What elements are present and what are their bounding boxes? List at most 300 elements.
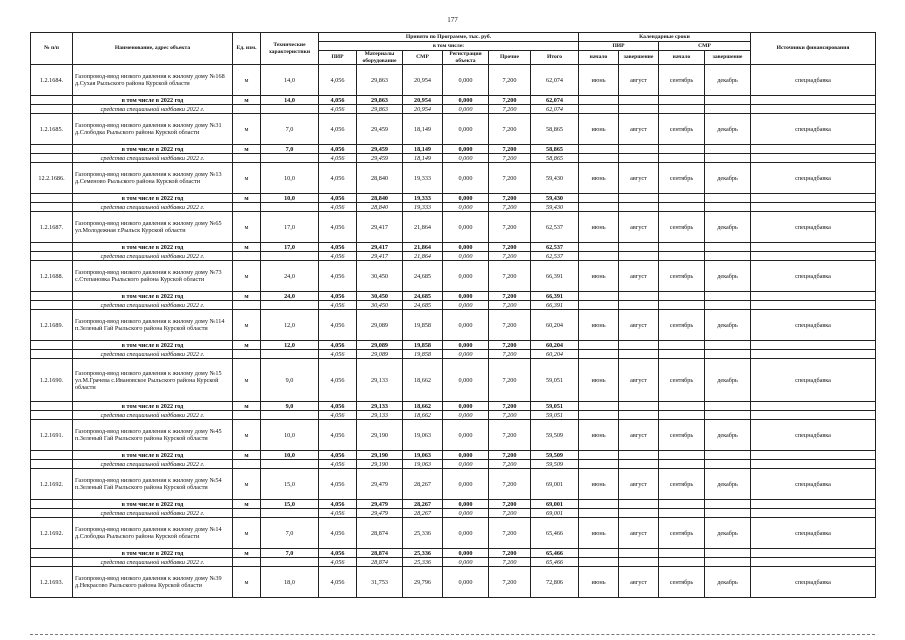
row-smr-end: декабрь	[705, 114, 751, 145]
row-total: 59,430	[531, 163, 579, 194]
sub-smr: 18,662	[403, 402, 443, 411]
spec-empty	[619, 203, 659, 212]
row-smr-start: сентябрь	[659, 469, 705, 500]
sub-empty	[31, 500, 73, 509]
subtotal-row	[31, 402, 876, 411]
sub-reg: 0,000	[443, 451, 489, 460]
sub-empty	[659, 292, 705, 301]
row-pir: 4,056	[319, 359, 357, 402]
row-smr-end: декабрь	[705, 163, 751, 194]
sub-empty	[659, 341, 705, 350]
sub-empty	[751, 500, 876, 509]
sub-tech: 9,0	[261, 402, 319, 411]
spec-empty	[705, 509, 751, 518]
row-unit: м	[233, 163, 261, 194]
row-pir-end: август	[619, 567, 659, 598]
sub-empty	[579, 194, 619, 203]
row-mat: 31,753	[357, 567, 403, 598]
row-other: 7,200	[489, 114, 531, 145]
spec-total: 65,466	[531, 558, 579, 567]
sub-pir: 4,056	[319, 145, 357, 154]
sub-smr: 18,149	[403, 145, 443, 154]
sub-empty	[579, 500, 619, 509]
sub-other: 7,200	[489, 402, 531, 411]
row-reg: 0,000	[443, 65, 489, 96]
table-row	[31, 518, 876, 549]
row-smr-end: декабрь	[705, 310, 751, 341]
spec-empty	[705, 411, 751, 420]
sub-empty	[619, 243, 659, 252]
row-pir-end: август	[619, 420, 659, 451]
row-total: 62,074	[531, 65, 579, 96]
row-mat: 28,840	[357, 163, 403, 194]
header-calendar: Календарные сроки	[579, 33, 751, 42]
spec-empty	[579, 301, 619, 310]
spec-empty	[659, 301, 705, 310]
spec-other: 7,200	[489, 460, 531, 469]
spec-label: средства специальной надбавки 2022 г.	[73, 558, 233, 567]
spec-empty	[751, 252, 876, 261]
sub-label: в том числе в 2022 год	[73, 145, 233, 154]
spec-mat: 29,479	[357, 509, 403, 518]
sub-pir: 4,056	[319, 549, 357, 558]
row-num: 1.2.1691.	[31, 420, 73, 451]
sub-smr: 24,685	[403, 292, 443, 301]
row-reg: 0,000	[443, 567, 489, 598]
row-mat: 29,190	[357, 420, 403, 451]
sub-empty	[619, 194, 659, 203]
spec-total: 59,509	[531, 460, 579, 469]
sub-empty	[31, 402, 73, 411]
sub-label: в том числе в 2022 год	[73, 96, 233, 105]
row-tech: 9,0	[261, 359, 319, 402]
row-total: 59,509	[531, 420, 579, 451]
sub-smr: 19,858	[403, 341, 443, 350]
header-incl: в том числе:	[319, 42, 579, 51]
spec-label: средства специальной надбавки 2022 г.	[73, 105, 233, 114]
spec-empty	[659, 460, 705, 469]
row-pir-end: август	[619, 114, 659, 145]
header-cal-pir: ПИР	[579, 42, 659, 51]
row-smr: 19,333	[403, 163, 443, 194]
subtotal-row	[31, 194, 876, 203]
table-row	[31, 359, 876, 402]
row-pir-start: июнь	[579, 420, 619, 451]
sub-empty	[31, 96, 73, 105]
spec-empty	[659, 154, 705, 163]
spec-empty	[31, 301, 73, 310]
sub-empty	[579, 145, 619, 154]
sub-total: 69,001	[531, 500, 579, 509]
spec-total: 58,865	[531, 154, 579, 163]
subtotal-row	[31, 145, 876, 154]
spec-mat: 29,863	[357, 105, 403, 114]
table-row	[31, 567, 876, 598]
sub-empty	[751, 402, 876, 411]
spec-pir: 4,056	[319, 460, 357, 469]
sub-empty	[751, 341, 876, 350]
row-tech: 10,0	[261, 420, 319, 451]
spec-empty	[619, 460, 659, 469]
spec-reg: 0,000	[443, 509, 489, 518]
spec-label: средства специальной надбавки 2022 г.	[73, 301, 233, 310]
sub-reg: 0,000	[443, 194, 489, 203]
spec-empty	[261, 301, 319, 310]
spec-smr: 19,333	[403, 203, 443, 212]
row-num: 1.2.1685.	[31, 114, 73, 145]
sub-smr: 28,267	[403, 500, 443, 509]
sub-total: 59,051	[531, 402, 579, 411]
row-smr-end: декабрь	[705, 420, 751, 451]
special-allowance-row	[31, 460, 876, 469]
sub-total: 62,537	[531, 243, 579, 252]
row-smr-start: сентябрь	[659, 261, 705, 292]
spec-empty	[751, 558, 876, 567]
sub-smr: 20,954	[403, 96, 443, 105]
sub-tech: 15,0	[261, 500, 319, 509]
special-allowance-row	[31, 509, 876, 518]
spec-empty	[659, 252, 705, 261]
spec-empty	[233, 558, 261, 567]
spec-total: 62,537	[531, 252, 579, 261]
sub-tech: 12,0	[261, 341, 319, 350]
sub-label: в том числе в 2022 год	[73, 549, 233, 558]
sub-total: 65,466	[531, 549, 579, 558]
row-num: 1.2.1688.	[31, 261, 73, 292]
row-reg: 0,000	[443, 359, 489, 402]
spec-label: средства специальной надбавки 2022 г.	[73, 411, 233, 420]
row-source: спецнадбавка	[751, 469, 876, 500]
sub-mat: 29,089	[357, 341, 403, 350]
row-source: спецнадбавка	[751, 518, 876, 549]
spec-total: 59,430	[531, 203, 579, 212]
sub-other: 7,200	[489, 549, 531, 558]
sub-empty	[751, 194, 876, 203]
spec-empty	[619, 252, 659, 261]
header-pir-start: начало	[579, 51, 619, 65]
row-smr-start: сентябрь	[659, 567, 705, 598]
spec-other: 7,200	[489, 252, 531, 261]
spec-smr: 18,149	[403, 154, 443, 163]
row-name: Газопровод-ввод низкого давления к жилому дому №15 ул.М.Грачева с.Ивановское Рыльского района Курской области	[73, 359, 233, 402]
sub-reg: 0,000	[443, 549, 489, 558]
row-smr: 24,685	[403, 261, 443, 292]
spec-empty	[619, 154, 659, 163]
row-mat: 29,863	[357, 65, 403, 96]
row-smr-end: декабрь	[705, 567, 751, 598]
spec-empty	[261, 154, 319, 163]
spec-reg: 0,000	[443, 252, 489, 261]
row-name: Газопровод-ввод низкого давления к жилому дому №14 д.Слободка Рыльского района Курской области	[73, 518, 233, 549]
spec-empty	[31, 154, 73, 163]
sub-pir: 4,056	[319, 243, 357, 252]
sub-empty	[659, 194, 705, 203]
row-tech: 7,0	[261, 114, 319, 145]
sub-empty	[579, 549, 619, 558]
row-other: 7,200	[489, 261, 531, 292]
header-smr-end: завершение	[705, 51, 751, 65]
row-name: Газопровод-ввод низкого давления к жилому дому №45 п.Зеленый Гай Рыльского района Курской области	[73, 420, 233, 451]
sub-empty	[31, 549, 73, 558]
row-smr: 18,662	[403, 359, 443, 402]
sub-mat: 29,479	[357, 500, 403, 509]
spec-empty	[619, 411, 659, 420]
spec-mat: 30,450	[357, 301, 403, 310]
row-pir-start: июнь	[579, 114, 619, 145]
spec-label: средства специальной надбавки 2022 г.	[73, 154, 233, 163]
spec-label: средства специальной надбавки 2022 г.	[73, 460, 233, 469]
spec-reg: 0,000	[443, 154, 489, 163]
spec-empty	[233, 154, 261, 163]
row-smr-end: декабрь	[705, 518, 751, 549]
header-pir-end: завершение	[619, 51, 659, 65]
table-row	[31, 114, 876, 145]
row-smr: 20,954	[403, 65, 443, 96]
spec-empty	[751, 460, 876, 469]
sub-empty	[31, 243, 73, 252]
sub-total: 59,509	[531, 451, 579, 460]
sub-empty	[705, 96, 751, 105]
row-num: 1.2.1690.	[31, 359, 73, 402]
row-pir-start: июнь	[579, 359, 619, 402]
row-pir-start: июнь	[579, 567, 619, 598]
row-tech: 15,0	[261, 469, 319, 500]
row-pir-end: август	[619, 163, 659, 194]
spec-pir: 4,056	[319, 350, 357, 359]
sub-mat: 28,840	[357, 194, 403, 203]
spec-empty	[233, 105, 261, 114]
row-other: 7,200	[489, 518, 531, 549]
sub-empty	[619, 549, 659, 558]
sub-empty	[659, 500, 705, 509]
row-smr-start: сентябрь	[659, 65, 705, 96]
row-smr: 21,864	[403, 212, 443, 243]
spec-label: средства специальной надбавки 2022 г.	[73, 509, 233, 518]
sub-empty	[619, 341, 659, 350]
spec-reg: 0,000	[443, 411, 489, 420]
spec-empty	[31, 509, 73, 518]
row-pir-end: август	[619, 261, 659, 292]
row-pir-start: июнь	[579, 212, 619, 243]
sub-pir: 4,056	[319, 451, 357, 460]
spec-empty	[619, 301, 659, 310]
sub-total: 58,865	[531, 145, 579, 154]
row-total: 69,001	[531, 469, 579, 500]
sub-empty	[751, 96, 876, 105]
spec-empty	[751, 203, 876, 212]
header-accepted: Принято по Программе, тыс. руб.	[319, 33, 579, 42]
spec-pir: 4,056	[319, 509, 357, 518]
sub-empty	[31, 194, 73, 203]
sub-reg: 0,000	[443, 96, 489, 105]
header-smr: СМР	[403, 51, 443, 65]
row-name: Газопровод-ввод низкого давления к жилому дому №65 ул.Молодежная г.Рыльск Курской области	[73, 212, 233, 243]
special-allowance-row	[31, 301, 876, 310]
special-allowance-row	[31, 154, 876, 163]
header-sources: Источники финансирования	[751, 33, 876, 65]
spec-mat: 28,840	[357, 203, 403, 212]
row-mat: 29,417	[357, 212, 403, 243]
sub-empty	[579, 451, 619, 460]
row-other: 7,200	[489, 212, 531, 243]
spec-total: 69,001	[531, 509, 579, 518]
special-allowance-row	[31, 252, 876, 261]
row-unit: м	[233, 420, 261, 451]
sub-total: 66,391	[531, 292, 579, 301]
row-name: Газопровод-ввод низкого давления к жилому дому №54 п.Зеленый Гай Рыльского района Курской области	[73, 469, 233, 500]
sub-unit: м	[233, 402, 261, 411]
sub-reg: 0,000	[443, 341, 489, 350]
spec-empty	[751, 105, 876, 114]
spec-reg: 0,000	[443, 558, 489, 567]
spec-empty	[31, 350, 73, 359]
row-smr-end: декабрь	[705, 261, 751, 292]
table-row	[31, 469, 876, 500]
row-pir: 4,056	[319, 163, 357, 194]
row-source: спецнадбавка	[751, 359, 876, 402]
sub-empty	[705, 451, 751, 460]
sub-other: 7,200	[489, 145, 531, 154]
sub-empty	[751, 549, 876, 558]
row-reg: 0,000	[443, 518, 489, 549]
row-other: 7,200	[489, 359, 531, 402]
row-num: 12.2.1686.	[31, 163, 73, 194]
sub-pir: 4,056	[319, 292, 357, 301]
spec-pir: 4,056	[319, 252, 357, 261]
spec-empty	[31, 203, 73, 212]
sub-empty	[31, 145, 73, 154]
spec-empty	[659, 558, 705, 567]
sub-unit: м	[233, 341, 261, 350]
row-pir: 4,056	[319, 518, 357, 549]
spec-empty	[31, 411, 73, 420]
row-source: спецнадбавка	[751, 114, 876, 145]
row-unit: м	[233, 114, 261, 145]
spec-other: 7,200	[489, 411, 531, 420]
header-cal-smr: СМР	[659, 42, 751, 51]
spec-smr: 28,267	[403, 509, 443, 518]
spec-empty	[619, 558, 659, 567]
row-source: спецнадбавка	[751, 212, 876, 243]
row-pir-end: август	[619, 359, 659, 402]
sub-empty	[751, 145, 876, 154]
sub-empty	[705, 194, 751, 203]
sub-empty	[579, 341, 619, 350]
sub-other: 7,200	[489, 341, 531, 350]
spec-empty	[659, 105, 705, 114]
row-reg: 0,000	[443, 469, 489, 500]
row-pir-start: июнь	[579, 65, 619, 96]
spec-other: 7,200	[489, 154, 531, 163]
sub-pir: 4,056	[319, 341, 357, 350]
table-row	[31, 261, 876, 292]
sub-empty	[619, 96, 659, 105]
row-reg: 0,000	[443, 212, 489, 243]
row-smr-end: декабрь	[705, 359, 751, 402]
sub-mat: 29,133	[357, 402, 403, 411]
spec-pir: 4,056	[319, 154, 357, 163]
sub-unit: м	[233, 500, 261, 509]
spec-smr: 24,685	[403, 301, 443, 310]
row-pir-end: август	[619, 65, 659, 96]
sub-mat: 28,874	[357, 549, 403, 558]
sub-tech: 7,0	[261, 549, 319, 558]
header-materials: Материалы оборудование	[357, 51, 403, 65]
sub-label: в том числе в 2022 год	[73, 500, 233, 509]
sub-unit: м	[233, 194, 261, 203]
special-allowance-row	[31, 350, 876, 359]
row-other: 7,200	[489, 163, 531, 194]
row-pir-start: июнь	[579, 518, 619, 549]
row-total: 62,537	[531, 212, 579, 243]
sub-empty	[619, 145, 659, 154]
spec-empty	[579, 203, 619, 212]
spec-smr: 25,336	[403, 558, 443, 567]
header-other: Прочие	[489, 51, 531, 65]
row-num: 1.2.1684.	[31, 65, 73, 96]
sub-label: в том числе в 2022 год	[73, 341, 233, 350]
sub-reg: 0,000	[443, 292, 489, 301]
spec-pir: 4,056	[319, 301, 357, 310]
spec-empty	[659, 411, 705, 420]
row-smr: 25,336	[403, 518, 443, 549]
row-mat: 29,133	[357, 359, 403, 402]
sub-empty	[619, 451, 659, 460]
sub-tech: 10,0	[261, 451, 319, 460]
spec-pir: 4,056	[319, 105, 357, 114]
page-bottom-divider	[30, 634, 875, 635]
row-pir: 4,056	[319, 567, 357, 598]
sub-empty	[705, 549, 751, 558]
spec-empty	[705, 350, 751, 359]
spec-label: средства специальной надбавки 2022 г.	[73, 203, 233, 212]
sub-total: 62,074	[531, 96, 579, 105]
row-smr-end: декабрь	[705, 65, 751, 96]
spec-total: 62,074	[531, 105, 579, 114]
spec-other: 7,200	[489, 350, 531, 359]
row-name: Газопровод-ввод низкого давления к жилому дому №73 с.Степановка Рыльского района Курской области	[73, 261, 233, 292]
sub-unit: м	[233, 243, 261, 252]
sub-reg: 0,000	[443, 500, 489, 509]
spec-label: средства специальной надбавки 2022 г.	[73, 350, 233, 359]
row-num: 1.2.1693.	[31, 567, 73, 598]
spec-empty	[261, 203, 319, 212]
table-header	[31, 33, 876, 65]
sub-empty	[659, 243, 705, 252]
sub-other: 7,200	[489, 500, 531, 509]
row-source: спецнадбавка	[751, 567, 876, 598]
spec-empty	[579, 460, 619, 469]
row-pir: 4,056	[319, 310, 357, 341]
sub-label: в том числе в 2022 год	[73, 243, 233, 252]
sub-unit: м	[233, 145, 261, 154]
sub-unit: м	[233, 451, 261, 460]
row-tech: 10,0	[261, 163, 319, 194]
sub-smr: 25,336	[403, 549, 443, 558]
sub-total: 59,430	[531, 194, 579, 203]
sub-empty	[751, 243, 876, 252]
row-source: спецнадбавка	[751, 261, 876, 292]
spec-empty	[705, 460, 751, 469]
header-num: № п/п	[31, 33, 73, 65]
spec-smr: 18,662	[403, 411, 443, 420]
row-smr-start: сентябрь	[659, 359, 705, 402]
table-row	[31, 212, 876, 243]
row-mat: 30,450	[357, 261, 403, 292]
header-unit: Ед. изм.	[233, 33, 261, 65]
sub-empty	[579, 243, 619, 252]
sub-tech: 10,0	[261, 194, 319, 203]
